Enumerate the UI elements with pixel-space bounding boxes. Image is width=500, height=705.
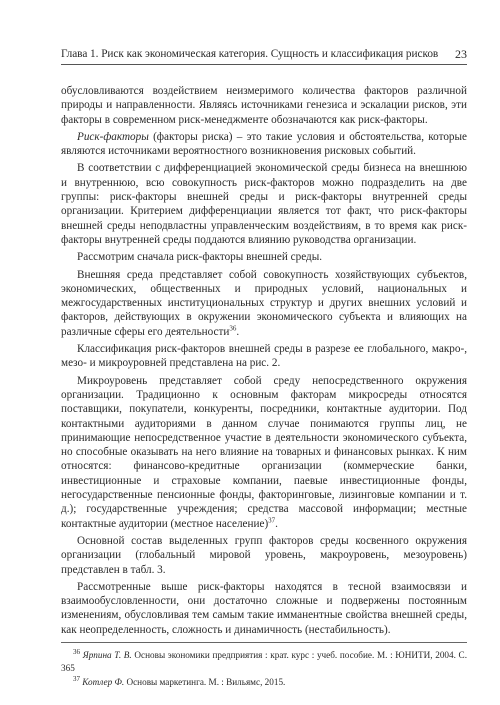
footnote-number: 37: [73, 674, 80, 683]
paragraph-7: [61, 374, 467, 531]
paragraph-8: [61, 534, 467, 577]
footnote-author: Котлер Ф.: [82, 677, 125, 687]
paragraph-1: [61, 84, 467, 127]
paragraph-9: [61, 580, 467, 637]
paragraph-text: Рассмотрим сначала риск-факторы внешней среды.: [77, 251, 323, 264]
paragraph-tail: .: [236, 325, 240, 338]
paragraph-2: [61, 130, 467, 159]
footnote-author: Ярпина Т. В.: [82, 650, 132, 660]
paragraph-6: [61, 342, 467, 371]
defined-term: Риск-факторы: [77, 130, 149, 143]
paragraph-text: В соответствии с дифференциацией экономической среды бизнеса на внешнюю и внутреннюю, всю совокупность риск-факторов можно подразделить на две группы: риск-факторы внешней среды и риск-факторы внутренней среды организации. Критерием дифференциации является тот факт, что риск-факторы внешней среды неподвластны управленческим воздействиям, в то время как риск-факторы внутренней среды поддаются влиянию руководства организации.: [61, 162, 467, 246]
paragraph-text: (факторы риска) – это такие условия и обстоятельства, которые являются источниками вероятностного возникновения рисковых событий.: [61, 130, 467, 158]
footnote-text: Основы маркетинга. М. : Вильямс, 2015.: [124, 677, 286, 687]
paragraph-tail: .: [275, 517, 278, 530]
page-number: 23: [455, 47, 467, 61]
footnotes: [61, 642, 467, 691]
paragraph-4: [61, 250, 467, 264]
page-header: [61, 44, 467, 65]
footnote-text: Основы экономики предприятия : крат. курс : учеб. пособие. М. : ЮНИТИ, 2004. С. 365: [61, 650, 467, 673]
footnote-37: [61, 676, 467, 689]
footnote-ref-36[interactable]: 36: [229, 324, 237, 333]
paragraph-text: Основной состав выделенных групп факторов среды косвенного окружения организации (глобальный мировой уровень, макроуровень, мезоуровень) представлен в табл. 3.: [61, 534, 467, 576]
paragraph-text: Рассмотренные выше риск-факторы находятся в тесной взаимосвязи и взаимообусловленности, они достаточно сложные и подвержены постоянным изменениям, обусловливая тем самым такие имманентные свойства внешней среды, как неопределенность, сложность и динамичность (нестабильность).: [61, 580, 467, 636]
footnote-number: 36: [73, 647, 80, 656]
footnote-ref-37[interactable]: 37: [268, 515, 276, 524]
running-title: Глава 1. Риск как экономическая категория. Сущность и классификация рисков: [61, 48, 439, 60]
paragraph-text: обусловливаются воздействием неизмеримого количества факторов различной природы и направленности. Являясь источниками генезиса и эскалации рисков, эти факторы в современном риск-менеджменте обозначаются как риск-факторы.: [61, 85, 467, 126]
footnote-36: [61, 649, 467, 674]
paragraph-5: [61, 268, 467, 339]
paragraph-text: Внешняя среда представляет собой совокупность хозяйствующих субъектов, экономических, общественных и природных условий, национальных и межгосударственных институциональных структур и других внешних условий и факторов, действующих в окружении экономического субъекта и влияющих на различные сферы его деятельности: [61, 268, 467, 338]
paragraph-3: [61, 161, 467, 247]
paragraph-text: Классификация риск-факторов внешней среды в разрезе ее глобального, макро-, мезо- и микроуровней представлена на рис. 2.: [61, 343, 467, 370]
main-text: [61, 84, 467, 640]
paragraph-text: Микроуровень представляет собой среду непосредственного окружения организации. Традиционно к основным факторам микросреды относятся поставщики, покупатели, конкуренты, посредники, контактные аудитории. Под контактными аудиториями в данном случае понимаются группы лиц, не принимающие непосредственное участие в деятельности экономического субъекта, но способные оказывать на него влияние на товарных и финансовых рынках. К ним относятся: финансово-кредитные организации (коммерческие банки, инвестиционные и страховые компании, паевые инвестиционные фонды, негосударственные пенсионные фонды, факторинговые, лизинговые компании и т. д.); государственные учреждения; средства массовой информации; местные контактные аудитории (местное население): [61, 374, 467, 530]
